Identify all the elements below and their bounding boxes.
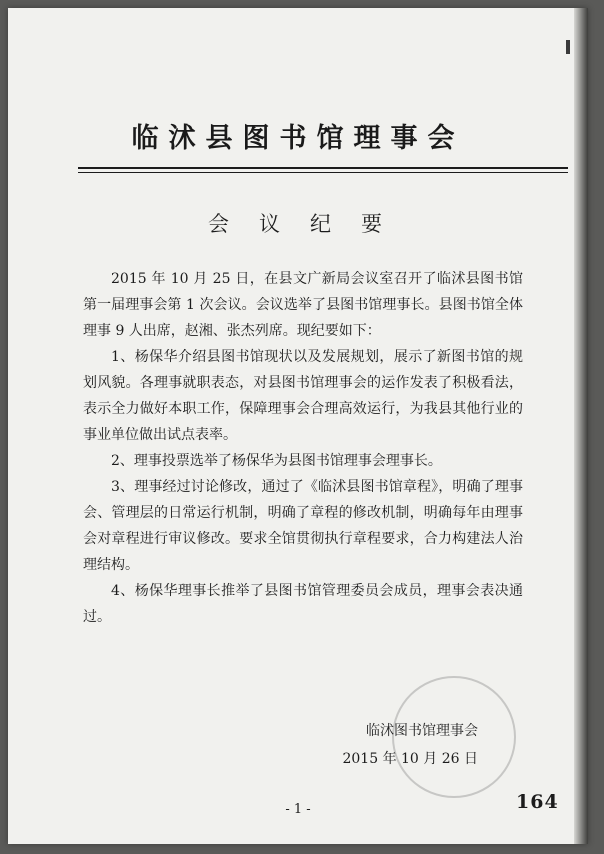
document-page xyxy=(8,8,588,844)
signature-org: 临沭图书馆理事会 xyxy=(366,723,478,739)
paragraph-item-1: 1、杨保华介绍县图书馆现状以及发展规划，展示了新图书馆的规划风貌。各理事就职表态，对县图书馆理事会的运作发表了积极看法，表示全力做好本职工作，保障理事会合理高效运行，为我县其他行业的事业单位做出试点表率。 xyxy=(83,349,523,443)
document-body xyxy=(83,266,523,630)
organization-title: 临沭县图书馆理事会 xyxy=(131,123,465,154)
document-title: 会议纪要 xyxy=(208,212,412,236)
header-rule-thick xyxy=(78,167,568,169)
paragraph-item-2: 2、理事投票选举了杨保华为县图书馆理事会理事长。 xyxy=(111,453,442,469)
signature-block xyxy=(342,717,478,773)
handwritten-page-number: 164 xyxy=(516,791,559,813)
binder-mark xyxy=(566,40,570,54)
page-number: - 1 - xyxy=(285,802,311,817)
paragraph-item-3: 3、理事经过讨论修改，通过了《临沭县图书馆章程》，明确了理事会、管理层的日常运行机制，明确了章程的修改机制，明确每年由理事会对章程进行审议修改。要求全馆贯彻执行章程要求，合力构建法人治理结构。 xyxy=(83,479,523,573)
header-rule-thin xyxy=(78,172,568,173)
paragraph-item-4: 4、杨保华理事长推举了县图书馆管理委员会成员，理事会表决通过。 xyxy=(83,583,523,625)
paragraph-intro: 2015 年 10 月 25 日，在县文广新局会议室召开了临沭县图书馆第一届理事会第 1 次会议。会议选举了县图书馆理事长。县图书馆全体理事 9 人出席，赵湘、张杰列席。现纪要如下： xyxy=(83,271,523,339)
signature-date: 2015 年 10 月 26 日 xyxy=(342,751,478,767)
